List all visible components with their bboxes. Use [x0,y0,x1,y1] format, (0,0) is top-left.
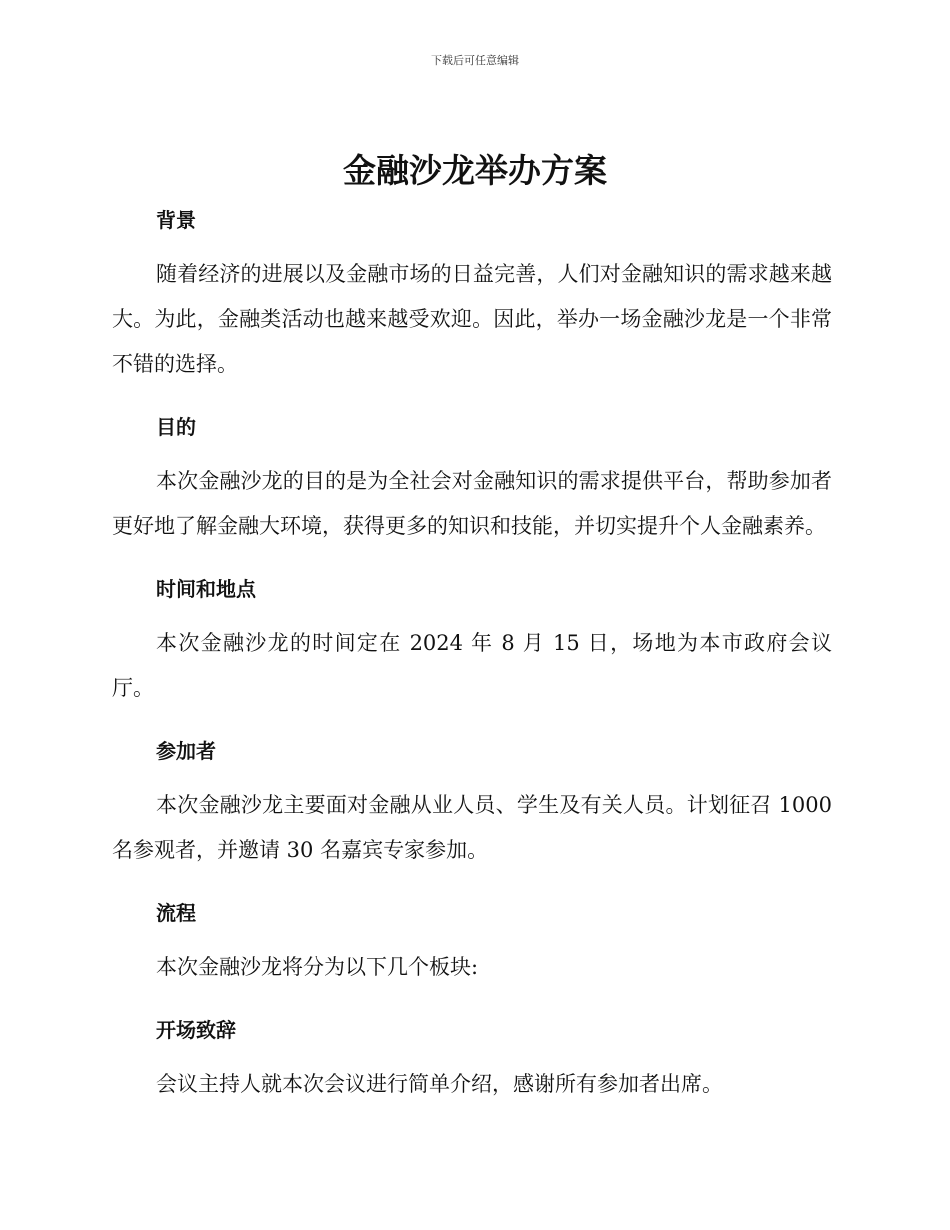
document-title: 金融沙龙举办方案 [343,151,607,190]
section-text-participants: 本次金融沙龙主要面对金融从业人员、学生及有关人员。计划征召 1000 名参观者，并邀请 30 名嘉宾专家参加。 [112,793,832,862]
document-body [112,200,832,1107]
header-note: 下载后可任意编辑 [431,54,519,67]
section-heading-time-place: 时间和地点 [156,577,256,601]
section-heading-opening-remarks: 开场致辞 [156,1018,236,1042]
section-text-background: 随着经济的进展以及金融市场的日益完善，人们对金融知识的需求越来越大。为此，金融类活动也越来越受欢迎。因此，举办一场金融沙龙是一个非常不错的选择。 [112,262,832,376]
section-text-opening-remarks: 会议主持人就本次会议进行简单介绍，感谢所有参加者出席。 [156,1072,723,1096]
section-heading-process: 流程 [156,901,196,925]
section-text-process: 本次金融沙龙将分为以下几个板块: [156,955,479,979]
section-heading-background: 背景 [156,208,196,232]
section-text-time-place: 本次金融沙龙的时间定在 2024 年 8 月 15 日，场地为本市政府会议厅。 [112,631,832,700]
section-heading-participants: 参加者 [156,739,216,763]
section-text-purpose: 本次金融沙龙的目的是为全社会对金融知识的需求提供平台，帮助参加者更好地了解金融大环境，获得更多的知识和技能，并切实提升个人金融素养。 [112,469,832,538]
section-heading-purpose: 目的 [156,415,196,439]
